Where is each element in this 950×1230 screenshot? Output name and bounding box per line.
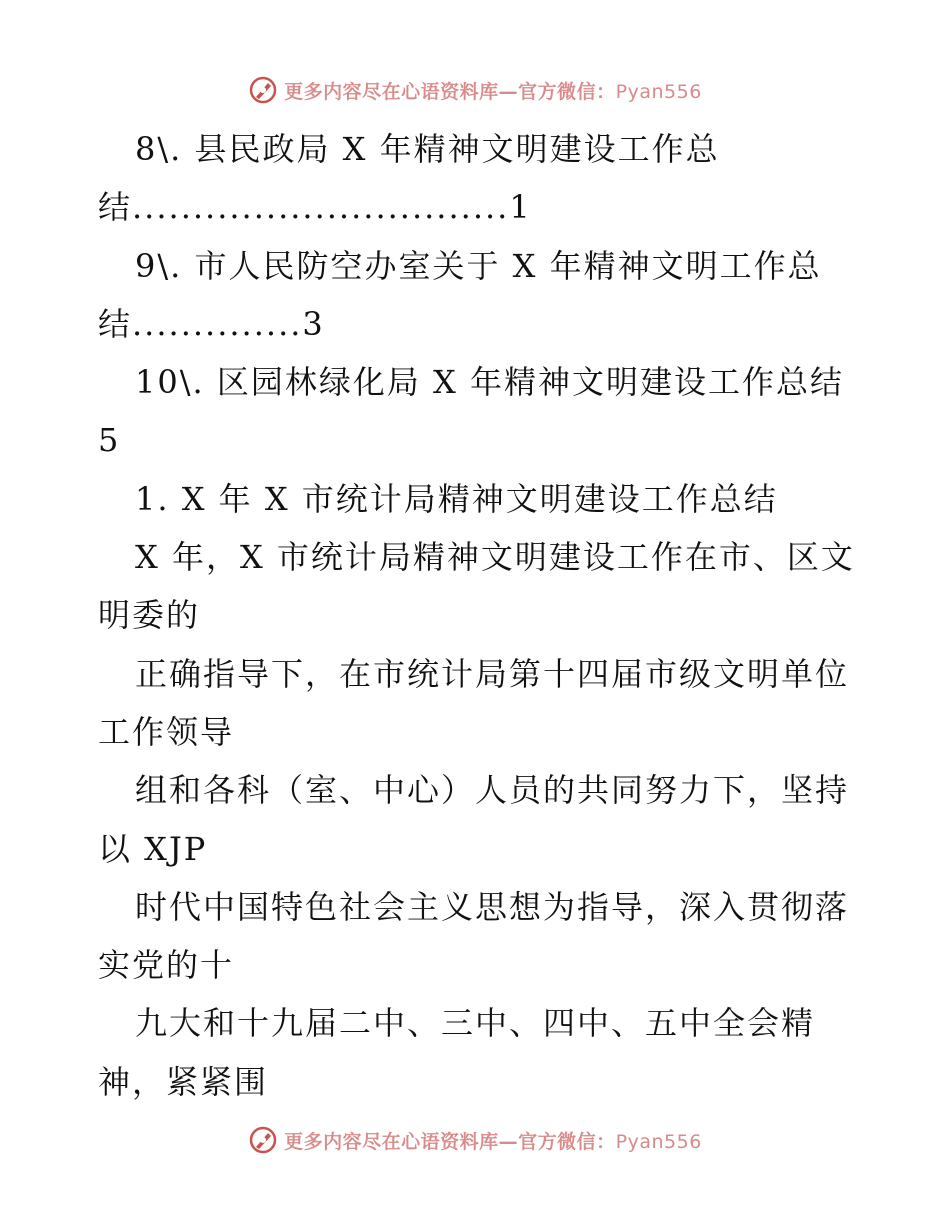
paragraph-line: 明委的 (98, 596, 201, 635)
paragraph-line: 工作领导 (98, 712, 235, 751)
paragraph-line: X 年，X 市统计局精神文明建设工作在市、区文 (135, 538, 855, 577)
toc-entry-9-leader: 结..............3 (98, 304, 325, 343)
paragraph-line: 组和各科（室、中心）人员的共同努力下，坚持 (135, 771, 850, 810)
pen-logo-icon (248, 75, 278, 105)
toc-entry-8: 8\. 县民政局 X 年精神文明建设工作总 (135, 130, 720, 168)
document-body (98, 120, 858, 1111)
paragraph-line: 时代中国特色社会主义思想为指导，深入贯彻落 (135, 887, 850, 926)
section-title: 1. X 年 X 市统计局精神文明建设工作总结 (135, 479, 778, 518)
pen-logo-icon (248, 1125, 278, 1155)
paragraph-line: 以 XJP (98, 829, 208, 868)
toc-entry-8-leader: 结...............................1 (98, 188, 532, 227)
toc-entry-10-page: 5 (98, 421, 121, 460)
toc-entry-10: 10\. 区园林绿化局 X 年精神文明建设工作总结 (135, 363, 844, 402)
footer-banner-text: 更多内容尽在心语资料库—官方微信：Pyan556 (284, 1130, 702, 1153)
footer-banner (0, 1120, 950, 1160)
paragraph-line: 九大和十九届二中、三中、四中、五中全会精 (135, 1004, 816, 1043)
paragraph-line: 正确指导下，在市统计局第十四届市级文明单位 (135, 654, 850, 693)
toc-entry-9: 9\. 市人民防空办室关于 X 年精神文明工作总 (135, 246, 822, 285)
header-banner-text: 更多内容尽在心语资料库—官方微信：Pyan556 (284, 80, 702, 103)
paragraph-line: 神，紧紧围 (98, 1062, 269, 1101)
paragraph-line: 实党的十 (98, 946, 235, 985)
header-banner (0, 70, 950, 110)
